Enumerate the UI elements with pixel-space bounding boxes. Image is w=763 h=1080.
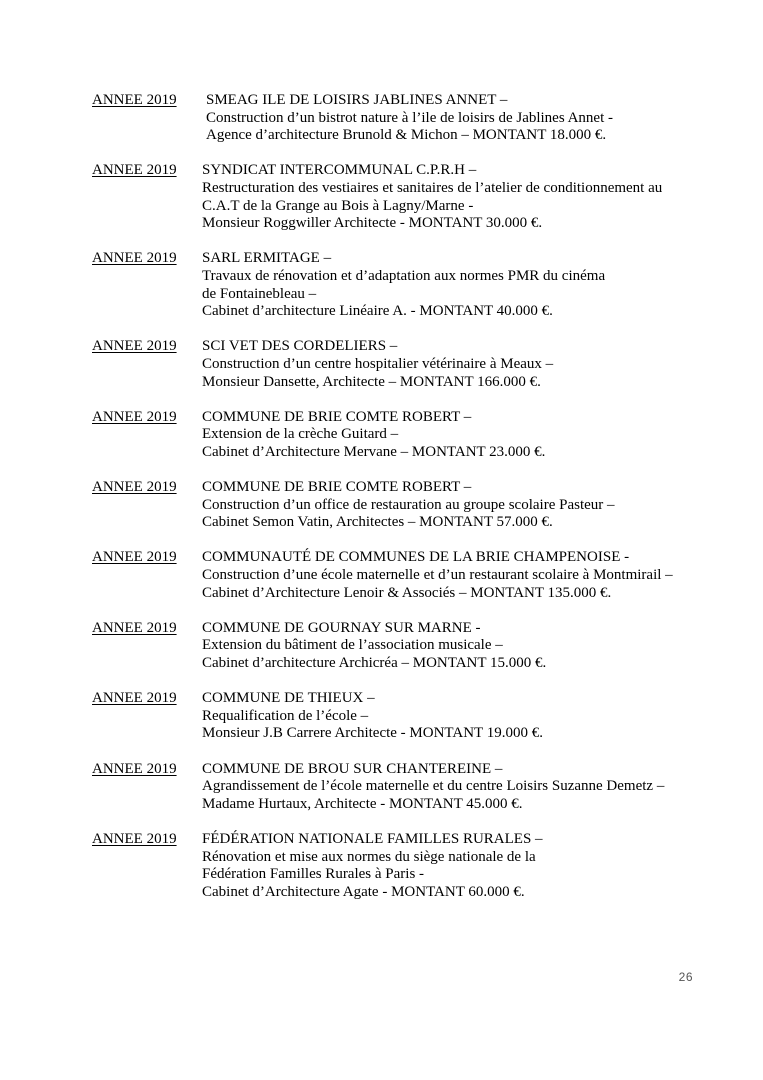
entry-title: COMMUNE DE THIEUX – — [202, 690, 375, 707]
list-item — [92, 761, 702, 814]
entry-title: COMMUNE DE BRIE COMTE ROBERT – — [202, 408, 472, 425]
entry-title: FÉDÉRATION NATIONALE FAMILLES RURALES – — [202, 830, 543, 847]
entry-body — [202, 92, 702, 145]
entry-line: Monsieur J.B Carrere Architecte - MONTANT 19.000 €. — [202, 725, 543, 742]
entry-body — [202, 479, 702, 532]
list-item — [92, 162, 702, 232]
entry-line: Monsieur Roggwiller Architecte - MONTANT 30.000 €. — [202, 215, 543, 232]
list-item — [92, 549, 702, 602]
list-item — [92, 479, 702, 532]
entry-line: Cabinet d’architecture Archicréa – MONTANT 15.000 €. — [202, 655, 547, 671]
entry-line: Requalification de l’école – — [202, 707, 369, 724]
entry-year: ANNEE 2019 — [92, 549, 177, 566]
entry-line: Monsieur Dansette, Architecte – MONTANT 166.000 €. — [202, 373, 541, 390]
entry-line: Cabinet d’Architecture Agate - MONTANT 60.000 €. — [202, 883, 525, 900]
entry-line: Extension du bâtiment de l’association musicale – — [202, 637, 503, 654]
entry-year: ANNEE 2019 — [92, 690, 177, 707]
entry-line: Fédération Familles Rurales à Paris - — [202, 866, 425, 883]
entry-line: Restructuration des vestiaires et sanitaires de l’atelier de conditionnement au — [202, 179, 663, 196]
page-number: 26 — [678, 970, 693, 984]
entry-body — [202, 549, 702, 602]
entry-title: SYNDICAT INTERCOMMUNAL C.P.R.H – — [202, 162, 477, 179]
entry-year: ANNEE 2019 — [92, 479, 177, 496]
entry-body — [202, 620, 702, 673]
entry-line: Extension de la crèche Guitard – — [202, 426, 399, 443]
entry-line: Construction d’un office de restauration au groupe scolaire Pasteur – — [202, 496, 615, 513]
entry-year: ANNEE 2019 — [92, 619, 177, 636]
list-item — [92, 620, 702, 673]
entry-year: ANNEE 2019 — [92, 250, 177, 267]
project-list — [92, 92, 702, 919]
entry-body — [202, 338, 702, 391]
entry-title: SARL ERMITAGE – — [202, 250, 332, 267]
entry-line: Construction d’un bistrot nature à l’ile de loisirs de Jablines Annet - — [206, 109, 614, 126]
list-item — [92, 831, 702, 901]
entry-line: Cabinet Semon Vatin, Architectes – MONTANT 57.000 €. — [202, 514, 553, 531]
entry-title: COMMUNE DE BROU SUR CHANTEREINE – — [202, 760, 503, 777]
entry-body — [202, 831, 702, 901]
entry-title: COMMUNE DE GOURNAY SUR MARNE - — [202, 619, 481, 636]
entry-line: Agrandissement de l’école maternelle et du centre Loisirs Suzanne Demetz – — [202, 778, 665, 795]
entry-body — [202, 250, 702, 320]
entry-line: Madame Hurtaux, Architecte - MONTANT 45.000 €. — [202, 795, 523, 812]
entry-body — [202, 761, 702, 814]
entry-title: COMMUNAUTÉ DE COMMUNES DE LA BRIE CHAMPENOISE - — [202, 549, 630, 566]
entry-line: Rénovation et mise aux normes du siège nationale de la — [202, 848, 536, 865]
entry-year: ANNEE 2019 — [92, 162, 177, 179]
entry-line: de Fontainebleau – — [202, 285, 317, 302]
entry-line: C.A.T de la Grange au Bois à Lagny/Marne - — [202, 197, 474, 214]
entry-line: Cabinet d’Architecture Lenoir & Associés – MONTANT 135.000 €. — [202, 584, 612, 601]
entry-year: ANNEE 2019 — [92, 760, 177, 777]
entry-year: ANNEE 2019 — [92, 408, 177, 425]
entry-year: ANNEE 2019 — [92, 830, 177, 847]
list-item — [92, 92, 702, 145]
entry-title: SCI VET DES CORDELIERS – — [202, 338, 398, 355]
list-item — [92, 338, 702, 391]
entry-body — [202, 409, 702, 462]
entry-line: Construction d’une école maternelle et d’un restaurant scolaire à Montmirail – — [202, 567, 673, 584]
entry-body — [202, 690, 702, 743]
list-item — [92, 250, 702, 320]
entry-title: COMMUNE DE BRIE COMTE ROBERT – — [202, 479, 472, 496]
entry-title: SMEAG ILE DE LOISIRS JABLINES ANNET – — [206, 92, 508, 108]
entry-body — [202, 162, 702, 232]
entry-line: Construction d’un centre hospitalier vétérinaire à Meaux – — [202, 355, 554, 372]
list-item — [92, 409, 702, 462]
list-item — [92, 690, 702, 743]
entry-line: Travaux de rénovation et d’adaptation aux normes PMR du cinéma — [202, 267, 606, 284]
entry-line: Cabinet d’Architecture Mervane – MONTANT 23.000 €. — [202, 443, 546, 460]
entry-line: Agence d’architecture Brunold & Michon – MONTANT 18.000 €. — [206, 127, 607, 144]
entry-year: ANNEE 2019 — [92, 338, 177, 355]
entry-year: ANNEE 2019 — [92, 92, 177, 108]
entry-line: Cabinet d’architecture Linéaire A. - MONTANT 40.000 €. — [202, 303, 553, 320]
